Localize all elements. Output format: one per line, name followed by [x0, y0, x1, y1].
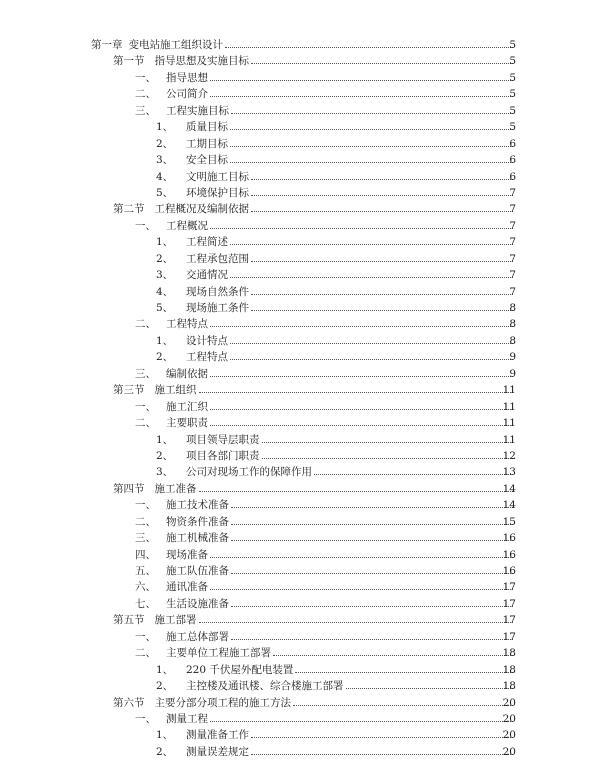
toc-dot-leader: [251, 261, 513, 262]
toc-entry-text: [113, 201, 515, 217]
toc-entry[interactable]: [0, 37, 600, 53]
toc-entry-text: [156, 464, 515, 480]
toc-entry-number: 3、: [156, 269, 174, 282]
toc-entry[interactable]: [0, 514, 600, 530]
toc-page-number: 7: [509, 236, 516, 249]
toc-entry-number: 2、: [156, 680, 174, 693]
toc-entry-number: 第一节: [113, 55, 145, 68]
toc-page-number: 16: [502, 565, 516, 577]
toc-entry-number: 七、: [135, 597, 156, 610]
toc-entry-number: 第四节: [113, 482, 145, 495]
toc-entry[interactable]: [0, 185, 600, 201]
toc-entry-number: 六、: [135, 581, 156, 594]
toc-dot-leader: [230, 277, 513, 278]
toc-entry-number: 2、: [156, 351, 174, 364]
toc-entry-title: 公司简介: [166, 88, 208, 101]
toc-page-number: 17: [502, 614, 516, 627]
toc-entry[interactable]: [0, 662, 600, 678]
toc-entry[interactable]: [0, 629, 600, 645]
toc-entry-title: 220 千伏屋外配电装置: [186, 663, 294, 676]
toc-entry-title: 现场施工条件: [186, 302, 249, 314]
toc-entry-title: 主要分部分项工程的施工方法: [154, 696, 291, 709]
toc-entry-text: [156, 152, 515, 168]
toc-page-number: 16: [502, 548, 516, 561]
toc-entry-title: 工程简述: [186, 236, 228, 249]
toc-entry-text: [156, 300, 515, 316]
toc-dot-leader: [251, 63, 513, 64]
toc-entry-number: 第二节: [113, 203, 145, 216]
toc-page-number: 20: [502, 696, 516, 709]
toc-entry[interactable]: [0, 234, 600, 250]
toc-entry-text: [135, 563, 515, 579]
toc-entry-text: [113, 382, 515, 398]
toc-entry-text: [113, 612, 515, 628]
toc-entry-title: 工期目标: [186, 137, 228, 150]
toc-dot-leader: [295, 672, 513, 673]
toc-entry[interactable]: [0, 711, 600, 727]
toc-entry[interactable]: [0, 481, 600, 497]
toc-entry-title: 主控楼及通讯楼、综合楼施工部署: [186, 680, 344, 693]
toc-entry-number: 三、: [135, 532, 156, 545]
toc-page-number: 5: [509, 104, 516, 117]
toc-dot-leader: [251, 294, 513, 295]
toc-page-number: 20: [502, 729, 516, 742]
toc-entry-number: 1、: [156, 433, 174, 446]
toc-entry[interactable]: [0, 596, 600, 612]
toc-entry-text: [113, 481, 515, 497]
toc-entry-title: 工程特点: [166, 318, 208, 331]
toc-entry-text: [135, 399, 515, 415]
toc-page-number: 9: [509, 367, 516, 380]
toc-entry-title: 生活设施准备: [166, 597, 229, 610]
toc-entry[interactable]: [0, 119, 600, 135]
toc-entry-title: 现场自然条件: [186, 285, 249, 298]
toc-page-number: 12: [502, 449, 516, 462]
toc-dot-leader: [230, 359, 513, 360]
toc-entry-number: 二、: [135, 417, 156, 430]
toc-dot-leader: [231, 113, 513, 114]
toc-page-number: 8: [509, 334, 516, 347]
toc-entry-number: 四、: [135, 548, 156, 561]
toc-entry-text: [156, 119, 515, 135]
toc-entry[interactable]: [0, 547, 600, 563]
toc-page-number: 6: [509, 170, 516, 183]
toc-dot-leader: [262, 458, 514, 459]
toc-page-number: 5: [509, 55, 516, 68]
toc-page-number: 11: [502, 417, 516, 430]
toc-entry[interactable]: [0, 136, 600, 152]
toc-entry-title: 施工部署: [154, 614, 197, 627]
toc-entry[interactable]: [0, 333, 600, 349]
toc-entry-number: 二、: [135, 318, 156, 331]
toc-entry-number: 3、: [156, 154, 174, 167]
toc-entry-title: 施工组织: [154, 384, 197, 397]
toc-entry-text: [91, 37, 515, 53]
toc-page-number: 18: [502, 680, 516, 693]
toc-entry-title: 主要单位工程施工部署: [166, 647, 271, 660]
toc-entry[interactable]: [0, 267, 600, 283]
toc-entry[interactable]: [0, 169, 600, 185]
toc-entry[interactable]: [0, 218, 600, 234]
toc-entry[interactable]: [0, 366, 600, 382]
toc-dot-leader: [231, 606, 513, 607]
toc-entry-text: [135, 596, 515, 612]
toc-page-number: 9: [509, 351, 516, 364]
toc-entry-text: [113, 695, 515, 711]
toc-dot-leader: [210, 326, 513, 327]
toc-dot-leader: [273, 655, 513, 656]
toc-entry-title: 工程特点: [186, 351, 228, 364]
toc-entry-title: 主要职责: [166, 417, 208, 430]
toc-entry-text: [135, 86, 515, 102]
toc-dot-leader: [231, 573, 513, 574]
toc-entry[interactable]: [0, 382, 600, 398]
toc-entry-text: [156, 662, 515, 678]
toc-entry[interactable]: [0, 70, 600, 86]
toc-entry-title: 测量准备工作: [186, 729, 249, 742]
toc-dot-leader: [346, 688, 514, 689]
toc-page-number: 11: [502, 400, 516, 413]
toc-entry-text: [135, 218, 515, 234]
toc-entry-title: 工程实施目标: [166, 104, 229, 117]
toc-entry-number: 第三节: [113, 384, 145, 397]
toc-dot-leader: [225, 47, 513, 48]
toc-entry-title: 交通情况: [186, 269, 228, 282]
toc-entry-text: [135, 70, 515, 86]
toc-entry-text: [135, 579, 515, 595]
table-of-contents: [0, 37, 600, 760]
toc-page-number: 8: [509, 302, 516, 314]
toc-entry[interactable]: [0, 612, 600, 628]
toc-entry-number: 2、: [156, 449, 174, 462]
toc-entry[interactable]: [0, 152, 600, 168]
toc-dot-leader: [199, 491, 514, 492]
toc-entry-title: 物资条件准备: [166, 515, 229, 528]
toc-entry-text: [156, 185, 515, 201]
toc-entry[interactable]: [0, 678, 600, 694]
toc-entry-text: [135, 415, 515, 431]
toc-entry[interactable]: [0, 399, 600, 415]
toc-entry[interactable]: [0, 300, 600, 316]
toc-page-number: 13: [502, 466, 516, 479]
toc-entry-number: 2、: [156, 252, 174, 265]
toc-entry-number: 二、: [135, 515, 156, 528]
toc-entry-title: 设计特点: [186, 334, 228, 347]
toc-entry-number: 一、: [135, 712, 156, 725]
toc-entry-number: 5、: [156, 186, 174, 199]
toc-entry-title: 编制依据: [166, 367, 208, 380]
toc-entry-title: 工程承包范围: [186, 252, 249, 265]
toc-entry-text: [156, 333, 515, 349]
toc-dot-leader: [210, 409, 513, 410]
toc-entry-number: 一、: [135, 499, 156, 512]
toc-dot-leader: [210, 425, 513, 426]
toc-page-number: 17: [502, 597, 516, 610]
toc-entry-text: [135, 316, 515, 332]
toc-entry-number: 三、: [135, 367, 156, 380]
toc-entry-text: [156, 251, 515, 267]
toc-entry-title: 测量误差规定: [186, 745, 249, 758]
toc-dot-leader: [251, 754, 513, 755]
toc-entry-number: 5、: [156, 302, 174, 314]
toc-entry-number: 二、: [135, 647, 156, 660]
toc-page-number: 6: [509, 154, 516, 167]
toc-page-number: 11: [502, 433, 516, 446]
toc-dot-leader: [231, 639, 513, 640]
toc-entry[interactable]: [0, 201, 600, 217]
toc-page-number: 17: [502, 630, 516, 643]
toc-dot-leader: [210, 376, 513, 377]
toc-page-number: 5: [509, 39, 516, 51]
toc-entry-number: 一、: [135, 71, 156, 84]
toc-entry[interactable]: [0, 579, 600, 595]
toc-dot-leader: [230, 343, 513, 344]
toc-page-number: 5: [509, 88, 516, 101]
toc-entry-title: 变电站施工组织设计: [128, 39, 223, 51]
toc-dot-leader: [251, 211, 513, 212]
toc-entry[interactable]: [0, 645, 600, 661]
toc-entry-number: 1、: [156, 663, 174, 676]
toc-entry-text: [156, 727, 515, 743]
toc-entry[interactable]: [0, 415, 600, 431]
toc-entry-number: 第六节: [113, 696, 145, 709]
toc-entry-number: 三、: [135, 104, 156, 117]
toc-page-number: 18: [502, 647, 516, 660]
toc-entry-number: 4、: [156, 170, 174, 183]
toc-entry-number: 一、: [135, 400, 156, 413]
toc-page-number: 18: [502, 663, 516, 676]
toc-entry-title: 文明施工目标: [186, 170, 249, 183]
toc-dot-leader: [251, 310, 513, 311]
toc-dot-leader: [210, 80, 513, 81]
toc-entry-text: [156, 284, 515, 300]
toc-entry[interactable]: [0, 563, 600, 579]
toc-entry-title: 工程概况: [166, 219, 208, 232]
toc-dot-leader: [230, 244, 513, 245]
toc-entry-title: 施工队伍准备: [166, 565, 229, 577]
toc-entry-text: [156, 678, 515, 694]
toc-entry-title: 指导思想: [166, 71, 208, 84]
toc-entry[interactable]: [0, 103, 600, 119]
toc-page-number: 7: [509, 285, 516, 298]
toc-entry[interactable]: [0, 53, 600, 69]
toc-entry-text: [156, 234, 515, 250]
toc-entry-text: [135, 711, 515, 727]
toc-entry-text: [135, 514, 515, 530]
toc-entry-number: 一、: [135, 219, 156, 232]
toc-entry[interactable]: [0, 284, 600, 300]
toc-dot-leader: [230, 129, 513, 130]
toc-page-number: 5: [509, 71, 516, 84]
toc-entry-number: 第一章: [91, 39, 123, 51]
toc-page-number: 6: [509, 137, 516, 150]
toc-entry-title: 质量目标: [186, 121, 228, 134]
toc-entry[interactable]: [0, 464, 600, 480]
toc-page-number: 8: [509, 318, 516, 331]
toc-entry[interactable]: [0, 530, 600, 546]
toc-dot-leader: [231, 540, 513, 541]
toc-entry-text: [135, 645, 515, 661]
toc-entry-title: 安全目标: [186, 154, 228, 167]
toc-entry-text: [156, 448, 515, 464]
toc-page-number: 14: [502, 482, 516, 495]
toc-dot-leader: [210, 96, 513, 97]
toc-entry[interactable]: [0, 448, 600, 464]
toc-entry-text: [135, 366, 515, 382]
toc-entry-number: 2、: [156, 137, 174, 150]
toc-entry-text: [156, 432, 515, 448]
toc-entry-text: [156, 267, 515, 283]
toc-dot-leader: [230, 146, 513, 147]
toc-page-number: 20: [502, 712, 516, 725]
toc-dot-leader: [231, 507, 513, 508]
toc-page-number: 11: [502, 384, 516, 397]
toc-entry[interactable]: [0, 349, 600, 365]
toc-entry-title: 项目领导层职责: [186, 433, 260, 446]
toc-entry-number: 一、: [135, 630, 156, 643]
toc-entry-title: 通讯准备: [166, 581, 208, 594]
toc-page-number: 7: [509, 252, 516, 265]
toc-dot-leader: [199, 392, 514, 393]
toc-entry[interactable]: [0, 727, 600, 743]
toc-entry[interactable]: [0, 86, 600, 102]
toc-page-number: 5: [509, 121, 516, 134]
toc-entry[interactable]: [0, 432, 600, 448]
toc-entry-number: 3、: [156, 466, 174, 479]
toc-page-number: 7: [509, 219, 516, 232]
toc-page-number: 17: [502, 581, 516, 594]
toc-entry[interactable]: [0, 695, 600, 711]
toc-dot-leader: [199, 622, 514, 623]
toc-entry-title: 指导思想及实施目标: [154, 55, 249, 68]
toc-entry-title: 公司对现场工作的保障作用: [186, 466, 312, 479]
toc-entry-number: 1、: [156, 121, 174, 134]
toc-dot-leader: [210, 228, 513, 229]
toc-entry[interactable]: [0, 497, 600, 513]
toc-page-number: 15: [502, 515, 516, 528]
toc-page-number: 20: [502, 745, 516, 758]
toc-entry-text: [135, 497, 515, 513]
toc-entry[interactable]: [0, 251, 600, 267]
toc-entry-title: 施工汇织: [166, 400, 208, 413]
toc-page-number: 7: [509, 269, 516, 282]
toc-page-number: 7: [509, 203, 516, 216]
toc-entry-title: 施工技术准备: [166, 499, 229, 512]
toc-entry-title: 施工准备: [154, 482, 197, 495]
toc-entry-text: [135, 103, 515, 119]
toc-entry-text: [113, 53, 515, 69]
toc-dot-leader: [210, 721, 513, 722]
toc-entry-number: 1、: [156, 236, 174, 249]
toc-entry-text: [156, 349, 515, 365]
toc-entry-title: 工程概况及编制依据: [154, 203, 249, 216]
toc-entry[interactable]: [0, 744, 600, 760]
toc-dot-leader: [293, 705, 513, 706]
toc-entry-number: 4、: [156, 285, 174, 298]
toc-dot-leader: [251, 195, 513, 196]
toc-dot-leader: [231, 524, 513, 525]
toc-dot-leader: [314, 474, 513, 475]
toc-entry-title: 测量工程: [166, 712, 208, 725]
toc-entry-text: [156, 136, 515, 152]
toc-dot-leader: [251, 179, 513, 180]
toc-dot-leader: [262, 442, 514, 443]
toc-page-number: 14: [502, 499, 516, 512]
toc-page-number: 7: [509, 186, 516, 199]
toc-entry-text: [156, 744, 515, 760]
toc-page-number: 16: [502, 532, 516, 545]
toc-entry-title: 施工总体部署: [166, 630, 229, 643]
toc-dot-leader: [210, 589, 513, 590]
toc-entry-text: [135, 629, 515, 645]
toc-dot-leader: [251, 737, 513, 738]
toc-entry-text: [135, 530, 515, 546]
toc-entry-title: 项目各部门职责: [186, 449, 260, 462]
toc-entry-number: 2、: [156, 745, 174, 758]
toc-entry-number: 1、: [156, 334, 174, 347]
toc-entry-text: [156, 169, 515, 185]
toc-entry-number: 第五节: [113, 614, 145, 627]
toc-entry-title: 现场准备: [166, 548, 208, 561]
toc-entry[interactable]: [0, 316, 600, 332]
toc-entry-number: 1、: [156, 729, 174, 742]
toc-dot-leader: [230, 162, 513, 163]
toc-entry-number: 二、: [135, 88, 156, 101]
toc-entry-title: 环境保护目标: [186, 186, 249, 199]
toc-entry-number: 五、: [135, 565, 156, 577]
toc-entry-text: [135, 547, 515, 563]
toc-entry-title: 施工机械准备: [166, 532, 229, 545]
toc-dot-leader: [210, 557, 513, 558]
